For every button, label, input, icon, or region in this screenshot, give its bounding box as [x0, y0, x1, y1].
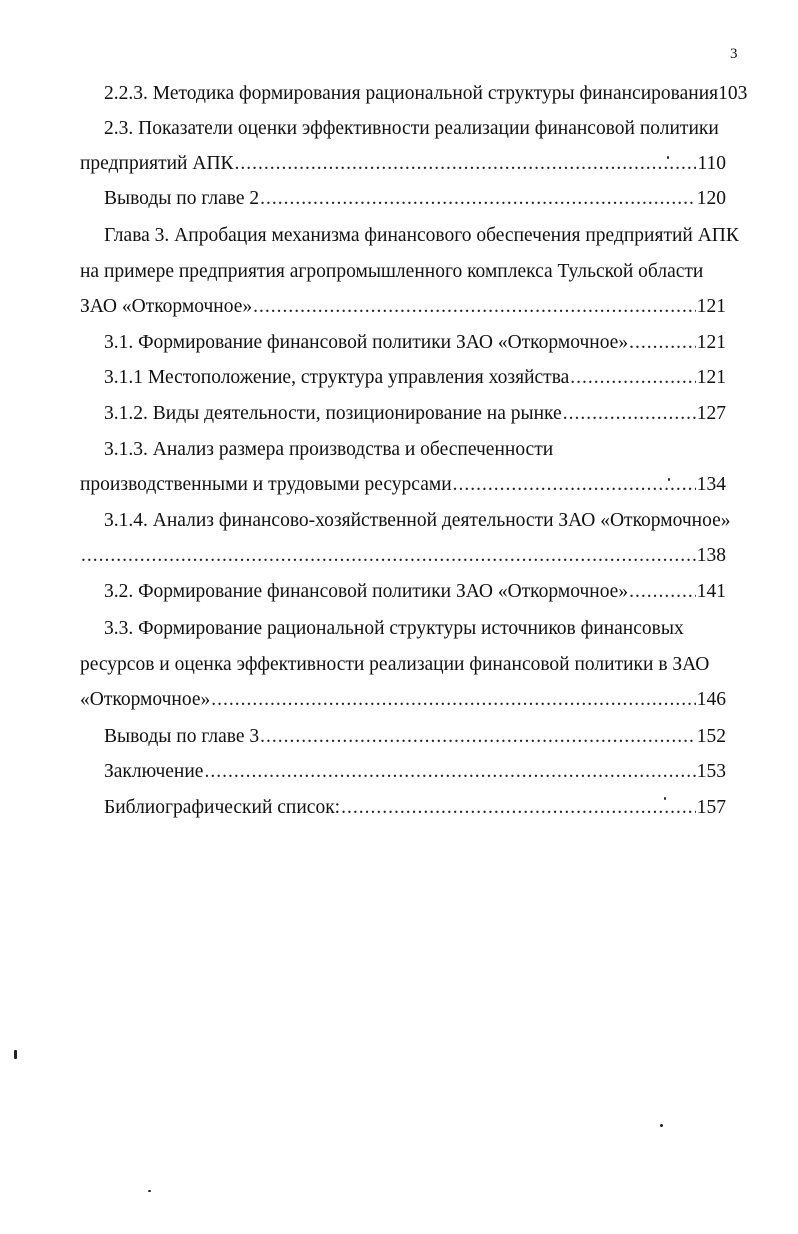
dot-leader [341, 792, 696, 824]
toc-entry-page: 121 [696, 332, 726, 353]
toc-entry-title: предприятий АПК [80, 153, 234, 174]
toc-entry-page: 153 [696, 761, 726, 782]
toc-entry-3-1-2 [104, 398, 726, 430]
toc-entry-2-3-line1: 2.3. Показатели оценки эффективности реализации финансовой политики [104, 118, 719, 139]
toc-entry-3-3-line1: 3.3. Формирование рациональной структуры источников финансовых [104, 618, 684, 639]
dot-leader [235, 148, 697, 180]
toc-entry-title: 3.1.2. Виды деятельности, позиционирование на рынке [104, 403, 562, 424]
scan-speck [664, 797, 666, 800]
toc-entry-3-3-line2: ресурсов и оценка эффективности реализации финансовой политики в ЗАО [80, 654, 710, 675]
toc-entry-3-2 [104, 576, 726, 608]
scan-speck [667, 156, 669, 159]
scan-speck [660, 1124, 663, 1127]
toc-entry-page: 157 [696, 797, 726, 818]
toc-entry-3-3 [80, 684, 726, 716]
toc-entry-page: 138 [696, 545, 726, 566]
toc-entry-title: Заключение [104, 761, 204, 782]
toc-entry-title: 3.2. Формирование финансовой политики ЗАО «Откормочное» [104, 581, 629, 602]
toc-entry-page: 121 [696, 296, 726, 317]
toc-entry-title: 3.1. Формирование финансовой политики ЗАО «Откормочное» [104, 332, 629, 353]
toc-entry-2-2-3 [104, 78, 747, 110]
toc-entry-title: Библиографический список: [104, 797, 341, 818]
dot-leader [204, 756, 695, 788]
scan-speck [668, 478, 670, 481]
toc-entry-page: 120 [696, 188, 726, 209]
toc-entry-title: Выводы по главе 2 [104, 188, 260, 209]
toc-entry-title: производственными и трудовыми ресурсами [80, 474, 452, 495]
toc-entry-bibliography [104, 792, 726, 824]
dot-leader [81, 540, 696, 572]
toc-entry-chapter-3-line1: Глава 3. Апробация механизма финансового обеспечения предприятий АПК [104, 225, 739, 246]
dot-leader [570, 362, 695, 394]
dot-leader [629, 327, 696, 359]
toc-entry-page: 110 [697, 153, 726, 174]
dot-leader [563, 398, 696, 430]
toc-entry-chapter-3-line2: на примере предприятия агропромышленного комплекса Тульской области [80, 261, 704, 282]
toc-entry-3-1-4 [80, 540, 726, 572]
dot-leader [629, 576, 696, 608]
toc-entry-page: 134 [696, 474, 726, 495]
toc-entry-title: 3.1.1 Местоположение, структура управления хозяйства [104, 367, 570, 388]
dot-leader [211, 684, 695, 716]
toc-entry-3-1-4-line1: 3.1.4. Анализ финансово-хозяйственной деятельности ЗАО «Откормочное» [104, 510, 731, 531]
toc-entry-title: «Откормочное» [80, 689, 211, 710]
toc-entry-3-1 [104, 327, 726, 359]
toc-entry-page: 127 [696, 403, 726, 424]
toc-entry-page: 121 [696, 367, 726, 388]
toc-entry-conclusion-ch2 [104, 183, 726, 215]
toc-entry-3-1-3 [80, 469, 726, 501]
toc-entry-page: 146 [696, 689, 726, 710]
toc-entry-title: 2.2.3. Методика формирования рациональной структуры финансирования [104, 83, 719, 104]
toc-entry-conclusion [104, 756, 726, 788]
dot-leader [453, 469, 696, 501]
scan-speck [14, 1050, 17, 1059]
toc-entry-page: 141 [696, 581, 726, 602]
toc-entry-title: ЗАО «Откормочное» [80, 296, 253, 317]
toc-entry-3-1-1 [104, 362, 726, 394]
toc-entry-conclusion-ch3 [104, 721, 726, 753]
scan-speck [148, 1190, 151, 1192]
toc-entry-page: 103 [718, 83, 748, 104]
page-number: 3 [730, 46, 738, 62]
toc-entry-page: 152 [696, 726, 726, 747]
dot-leader [260, 721, 696, 753]
toc-entry-chapter-3 [80, 291, 726, 323]
dot-leader [253, 291, 696, 323]
toc-entry-2-3 [80, 148, 726, 180]
toc-entry-title: Выводы по главе 3 [104, 726, 260, 747]
dot-leader [260, 183, 696, 215]
toc-entry-3-1-3-line1: 3.1.3. Анализ размера производства и обеспеченности [104, 439, 554, 460]
